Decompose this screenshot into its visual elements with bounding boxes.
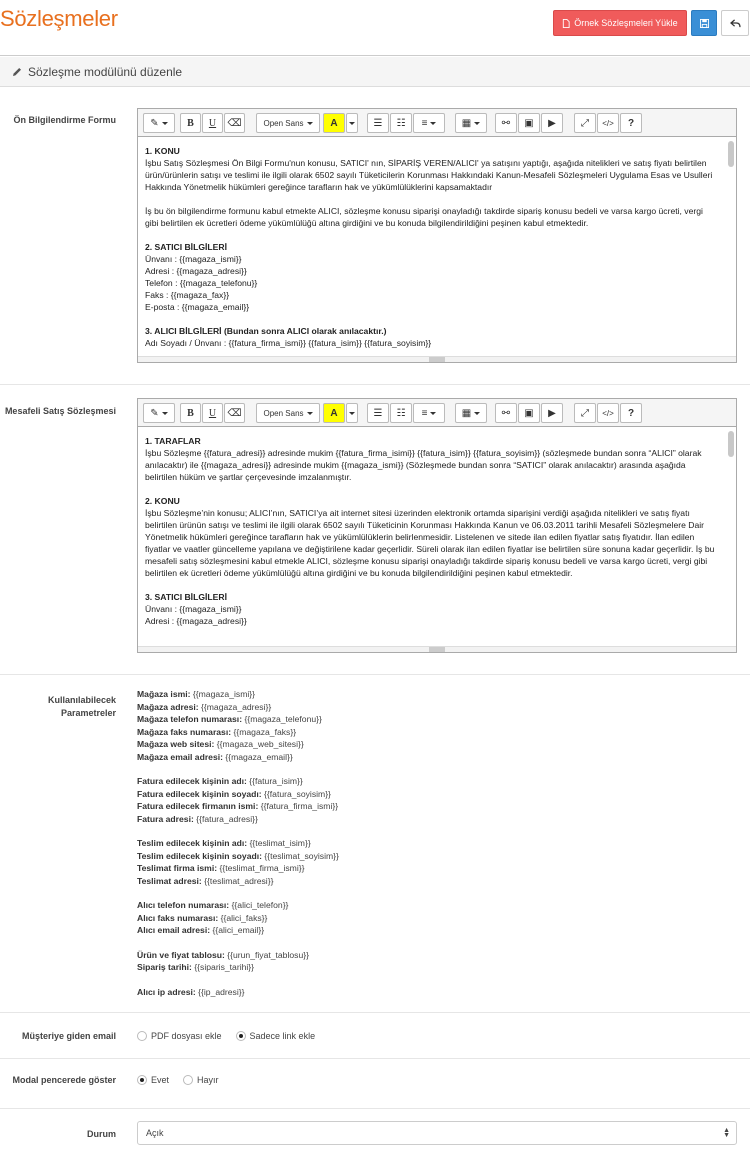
text-color-button[interactable]: A xyxy=(323,113,345,133)
parameter-item xyxy=(137,899,537,912)
modal-no-label: Hayır xyxy=(197,1075,219,1085)
font-family-dropdown[interactable] xyxy=(256,403,320,423)
parameter-key: Teslim edilecek kişinin soyadı: xyxy=(137,850,262,861)
email-option-group xyxy=(137,1031,315,1041)
bold-button[interactable]: B xyxy=(180,113,201,133)
image-icon: ▣ xyxy=(524,117,534,129)
fullscreen-button[interactable] xyxy=(574,113,596,133)
editor-toolbar xyxy=(138,399,736,427)
image-button[interactable] xyxy=(518,113,540,133)
parameter-item xyxy=(137,986,537,999)
parameter-key: Mağaza adresi: xyxy=(137,701,199,712)
parameter-key: Alıcı telefon numarası: xyxy=(137,900,230,910)
ordered-list-icon: ☰ xyxy=(373,407,383,419)
parameter-item xyxy=(137,875,537,888)
fullscreen-icon: ⤢ xyxy=(581,117,589,129)
email-label: Müşteriye giden email xyxy=(21,1031,116,1041)
parameter-value: {{teslimat_isim}} xyxy=(249,838,311,848)
parameter-key: Fatura edilecek kişinin soyadı: xyxy=(137,788,262,799)
link-button[interactable] xyxy=(495,113,517,133)
fullscreen-button[interactable] xyxy=(574,403,596,423)
parameter-key: Fatura edilecek kişinin adı: xyxy=(137,776,247,786)
video-icon: ▶ xyxy=(548,117,556,129)
parameter-item xyxy=(137,813,537,826)
parameter-item xyxy=(137,924,537,937)
on-bilgi-label: Ön Bilgilendirme Formu xyxy=(13,115,116,125)
modal-label: Modal pencerede göster xyxy=(12,1075,116,1085)
align-icon: ≡ xyxy=(421,117,428,129)
image-button[interactable] xyxy=(518,403,540,423)
parameter-key: Sipariş tarihi: xyxy=(137,962,192,972)
parameter-item xyxy=(137,701,537,714)
underline-button[interactable]: U xyxy=(202,403,223,423)
params-label: Kullanılabilecek Parametreler xyxy=(47,695,116,718)
image-icon: ▣ xyxy=(524,407,534,419)
parameter-item xyxy=(137,713,537,726)
parameter-item xyxy=(137,775,537,788)
floppy-disk-icon xyxy=(700,19,709,28)
load-sample-contracts-label: Örnek Sözleşmeleri Yükle xyxy=(574,18,678,28)
parameters-list xyxy=(137,688,537,998)
font-family-dropdown[interactable] xyxy=(256,113,320,133)
fullscreen-icon: ⤢ xyxy=(581,407,589,419)
font-family-value: Open Sans xyxy=(263,408,304,418)
parameter-key: Teslimat firma ismi: xyxy=(137,863,218,873)
pencil-icon xyxy=(12,67,22,77)
table-icon: ▦ xyxy=(461,117,472,129)
pdf-option-label: PDF dosyası ekle xyxy=(151,1031,222,1041)
code-icon: </> xyxy=(602,118,614,128)
table-dropdown[interactable] xyxy=(455,113,487,133)
pdf-radio[interactable] xyxy=(137,1031,147,1041)
code-icon: </> xyxy=(602,408,614,418)
parameter-key: Mağaza faks numarası: xyxy=(137,726,232,737)
parameter-value: {{fatura_adresi}} xyxy=(196,813,258,824)
paragraph-align-dropdown[interactable] xyxy=(413,403,445,423)
parameter-item xyxy=(137,961,537,974)
underline-button[interactable]: U xyxy=(202,113,223,133)
parameter-key: Alıcı faks numarası: xyxy=(137,912,219,923)
magic-wand-style-button[interactable] xyxy=(143,403,175,423)
parameter-value: {{alici_email}} xyxy=(212,925,265,935)
align-icon: ≡ xyxy=(421,407,428,419)
editor-toolbar xyxy=(138,109,736,137)
parameter-key: Mağaza email adresi: xyxy=(137,751,223,762)
magic-wand-icon: ✎ xyxy=(150,407,159,419)
eraser-button[interactable] xyxy=(224,403,245,423)
durum-selected-value: Açık xyxy=(146,1128,164,1138)
back-button[interactable] xyxy=(721,10,749,36)
file-icon xyxy=(562,19,570,28)
parameter-item xyxy=(137,726,537,739)
load-sample-contracts-button[interactable] xyxy=(553,10,687,36)
parameter-value: {{magaza_adresi}} xyxy=(201,701,272,712)
on-bilgi-content[interactable]: 1. KONU İşbu Satış Sözleşmesi Ön Bilgi Formu'nun konusu, SATICI' nın, SİPARİŞ VEREN/ALICI' ya satışını yaptığı, aşağıda nitelikleri ve satış fiyatı belirtilen ürün/ürünlerin satışı ve teslimi ile ilgili olarak 6502 sayılı Tüketicilerin Korunması Hakkındaki Kanun-Mesafeli Sözleşmeleri Uygulama Esas ve Usulleri Hakkında Yönetmelik hükümleri gereğince tarafların hak ve yükümlülüklerini kapsamaktadır İş bu ön bilgilendirme formunu kabul etmekte ALICI, sözleşme konusu siparişi onayladığı takdirde sipariş konusu bedeli ve varsa kargo ücreti, vergi gibi belirtilen ek ücretleri ödeme yükümlülüğü altına girdiğini ve bu konuda bilgilendirildiğini peşinen kabul etmektedir. 2. SATICI BİLGİLERİ Ünvanı : {{magaza_ismi}} Adresi : {{magaza_adresi}} Telefon : {{magaza_telefonu}} Faks : {{magaza_fax}} E-posta : {{magaza_email}} 3. ALICI BİLGİLERİ (Bundan sonra ALICI olarak anılacaktır.) Adı Soyadı / Ünvanı : {{fatura_firma_ismi}} {{fatura_isim}} {{fatura_soyisim}} xyxy=(138,137,736,362)
code-view-button[interactable] xyxy=(597,113,619,133)
modal-option-group xyxy=(137,1075,219,1085)
link-radio[interactable] xyxy=(236,1031,246,1041)
modal-yes-option[interactable] xyxy=(137,1075,169,1085)
eraser-icon: ⌫ xyxy=(227,407,242,419)
parameter-key: Teslimat adresi: xyxy=(137,875,202,886)
mesafeli-label: Mesafeli Satış Sözleşmesi xyxy=(4,406,116,416)
reply-arrow-icon xyxy=(730,19,741,28)
parameter-value: {{urun_fiyat_tablosu}} xyxy=(227,949,309,960)
link-option-label: Sadece link ekle xyxy=(249,1031,316,1041)
parameter-item xyxy=(137,912,537,925)
parameter-key: Teslim edilecek kişinin adı: xyxy=(137,838,248,848)
panel-heading xyxy=(0,57,750,87)
page-title: Sözleşmeler xyxy=(0,6,118,31)
parameter-item xyxy=(137,862,537,875)
mesafeli-content[interactable]: 1. TARAFLAR İşbu Sözleşme {{fatura_adresi}} adresinde mukim {{fatura_firma_isimi}} {{fatura_isim}} {{fatura_soyisim}} (sözleşmede bundan sonra “ALICI” olarak anılacaktır) ile {{magaza_adresi}} adresinde mukim {{magaza_ismi}} (Sözleşmede bundan sonra “SATICI” olarak anılacaktır) arasında aşağıda belirtilen hüküm ve şartlar çerçevesinde imzalanmıştır. 2. KONU İşbu Sözleşme’nin konusu; ALICI’nın, SATICI’ya ait internet sitesi üzerinden elektronik ortamda siparişini verdiği aşağıda nitelikleri ve satış fiyatı belirtilen ürünün satışı ve teslimi ile ilgili olarak 6502 sayılı Tüketicinin Korunması Hakkında Kanun ve 06.03.2011 tarihli Mesafeli Sözleşmelere Dair Yönetmelik hükümleri gereğince tarafların hak ve yükümlülüklerin belirlenmesidir. Listelenen ve sitede ilan edilen fiyatlar satış fiyatıdır. İlan edilen fiyatlar ve vaatler güncelleme yapılana ve değiştirilene kadar geçerlidir. Süreli olarak ilan edilen fiyatlar ise belirtilen süre sonuna kadar geçerlidir. İş bu mesafeli satış sözleşmesini kabul etmekle ALICI, sözleşme konusu siparişi onayladığı takdirde sipariş konusu bedeli ve varsa kargo ücreti, vergi gibi belirtilen ek ücretleri ödeme yükümlülüğü altına girdiğini ve bu konuda bilgilendirildiğini peşinen kabul etmektedir. 3. SATICI BİLGİLERİ Ünvanı : {{magaza_ismi}} Adresi : {{magaza_adresi}} xyxy=(138,427,736,652)
parameter-value: {{magaza_ismi}} xyxy=(192,689,255,699)
ordered-list-button[interactable] xyxy=(367,113,389,133)
paragraph-align-dropdown[interactable] xyxy=(413,113,445,133)
parameter-key: Mağaza web sitesi: xyxy=(137,739,215,749)
pdf-option[interactable] xyxy=(137,1031,222,1041)
parameter-value: {{ip_adresi}} xyxy=(198,986,245,997)
font-family-value: Open Sans xyxy=(263,118,304,128)
parameter-value: {{magaza_faks}} xyxy=(233,726,297,737)
unordered-list-button[interactable] xyxy=(390,403,412,423)
parameter-item xyxy=(137,949,537,962)
editor-scrollbar[interactable] xyxy=(728,431,734,457)
durum-label: Durum xyxy=(87,1129,116,1139)
unordered-list-icon: ☷ xyxy=(396,407,406,419)
parameter-value: {{teslimat_soyisim}} xyxy=(264,850,339,861)
table-dropdown[interactable] xyxy=(455,403,487,423)
help-icon: ? xyxy=(627,407,635,419)
parameter-key: Fatura edilecek firmanın ismi: xyxy=(137,801,259,811)
on-bilgi-editor[interactable] xyxy=(137,108,737,363)
link-button[interactable] xyxy=(495,403,517,423)
parameter-key: Alıcı ip adresi: xyxy=(137,986,196,997)
magic-wand-icon: ✎ xyxy=(150,117,159,129)
parameter-value: {{fatura_isim}} xyxy=(249,776,303,786)
parameter-item xyxy=(137,837,537,850)
parameter-value: {{magaza_email}} xyxy=(225,751,293,762)
text-color-dropdown[interactable] xyxy=(346,113,358,133)
parameter-item xyxy=(137,688,537,701)
help-button[interactable] xyxy=(620,113,642,133)
parameter-value: {{alici_telefon}} xyxy=(231,900,289,910)
select-arrows-icon: ▲ ▼ xyxy=(723,1127,730,1139)
text-color-dropdown[interactable] xyxy=(346,403,358,423)
parameter-key: Fatura adresi: xyxy=(137,813,194,824)
parameter-key: Mağaza telefon numarası: xyxy=(137,714,243,724)
modal-yes-label: Evet xyxy=(151,1075,170,1085)
parameter-value: {{fatura_firma_ismi}} xyxy=(260,801,339,811)
parameter-key: Alıcı email adresi: xyxy=(137,925,211,935)
parameter-key: Mağaza ismi: xyxy=(137,689,191,699)
link-option[interactable] xyxy=(236,1031,316,1041)
editor-resize-bar[interactable] xyxy=(138,356,736,362)
parameter-item xyxy=(137,751,537,764)
modal-no-option[interactable] xyxy=(183,1075,219,1085)
link-icon: ⚯ xyxy=(501,407,511,419)
link-icon: ⚯ xyxy=(501,117,511,129)
parameter-value: {{siparis_tarihi}} xyxy=(194,962,255,972)
ordered-list-button[interactable] xyxy=(367,403,389,423)
parameter-value: {{magaza_web_sitesi}} xyxy=(216,739,304,749)
parameter-value: {{teslimat_firma_ismi}} xyxy=(219,863,305,873)
panel-title: Sözleşme modülünü düzenle xyxy=(28,64,183,79)
save-button[interactable] xyxy=(691,10,717,36)
parameter-item xyxy=(137,788,537,801)
video-icon: ▶ xyxy=(548,407,556,419)
unordered-list-button[interactable] xyxy=(390,113,412,133)
bold-button[interactable]: B xyxy=(180,403,201,423)
modal-no-radio[interactable] xyxy=(183,1075,193,1085)
parameter-value: {{alici_faks}} xyxy=(220,912,268,923)
text-color-button[interactable]: A xyxy=(323,403,345,423)
parameter-value: {{magaza_telefonu}} xyxy=(244,714,322,724)
video-button[interactable] xyxy=(541,113,563,133)
parameter-value: {{fatura_soyisim}} xyxy=(264,788,331,799)
editor-resize-bar[interactable] xyxy=(138,646,736,652)
unordered-list-icon: ☷ xyxy=(396,117,406,129)
help-icon: ? xyxy=(627,117,635,129)
durum-select[interactable] xyxy=(137,1121,737,1145)
modal-yes-radio[interactable] xyxy=(137,1075,147,1085)
parameter-item xyxy=(137,738,537,751)
eraser-icon: ⌫ xyxy=(227,117,242,129)
mesafeli-editor[interactable] xyxy=(137,398,737,653)
parameter-value: {{teslimat_adresi}} xyxy=(204,875,274,886)
parameter-key: Ürün ve fiyat tablosu: xyxy=(137,949,225,960)
video-button[interactable] xyxy=(541,403,563,423)
parameter-item xyxy=(137,800,537,813)
code-view-button[interactable] xyxy=(597,403,619,423)
magic-wand-style-button[interactable] xyxy=(143,113,175,133)
eraser-button[interactable] xyxy=(224,113,245,133)
table-icon: ▦ xyxy=(461,407,472,419)
help-button[interactable] xyxy=(620,403,642,423)
editor-scrollbar[interactable] xyxy=(728,141,734,167)
page-header xyxy=(0,0,750,56)
ordered-list-icon: ☰ xyxy=(373,117,383,129)
parameter-item xyxy=(137,850,537,863)
